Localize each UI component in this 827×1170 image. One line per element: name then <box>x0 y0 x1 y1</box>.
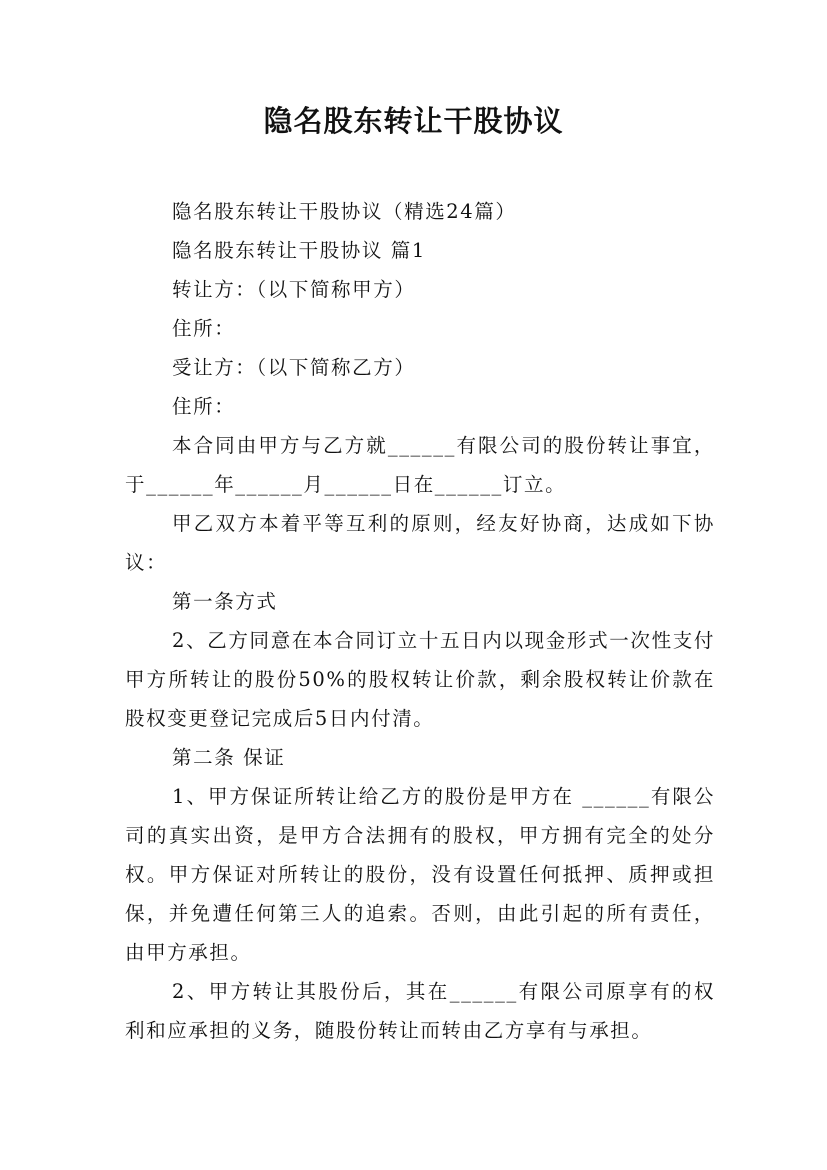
transferor-line: 转让方：（以下简称甲方） <box>172 278 416 301</box>
article-2-clause-1: 1、甲方保证所转让给乙方的股份是甲方在 ______有限公司的真实出资，是甲方合法拥有的股权，甲方拥有完全的处分权。甲方保证对所转让的股份，没有设置任何抵押、质押或担保，并免遭任何第三人的追索。否则，由此引起的所有责任，由甲方承担。 <box>125 785 715 964</box>
agreement-basis-paragraph: 甲乙双方本着平等互利的原则，经友好协商，达成如下协议： <box>125 512 715 574</box>
article-2-heading: 第二条 保证 <box>172 746 286 769</box>
transferee-address-line: 住所： <box>172 395 236 418</box>
article-2-clause-2: 2、甲方转让其股份后，其在______有限公司原享有的权利和应承担的义务，随股份转让而转由乙方享有与承担。 <box>125 980 715 1042</box>
article-1-heading: 第一条方式 <box>172 590 278 613</box>
contract-intro-paragraph: 本合同由甲方与乙方就______有限公司的股份转让事宜，于______年______月______日在______订立。 <box>125 434 715 496</box>
section-heading: 隐名股东转让干股协议 篇1 <box>172 239 426 262</box>
document-body <box>125 192 715 1050</box>
transferor-address-line: 住所： <box>172 317 236 340</box>
document-title: 隐名股东转让干股协议 <box>263 104 564 138</box>
article-1-clause-2: 2、乙方同意在本合同订立十五日内以现金形式一次性支付甲方所转让的股份50%的股权转让价款，剩余股权转让价款在股权变更登记完成后5日内付清。 <box>125 629 715 730</box>
transferee-line: 受让方：（以下简称乙方） <box>172 356 416 379</box>
subtitle-line: 隐名股东转让干股协议（精选24篇） <box>172 200 517 223</box>
